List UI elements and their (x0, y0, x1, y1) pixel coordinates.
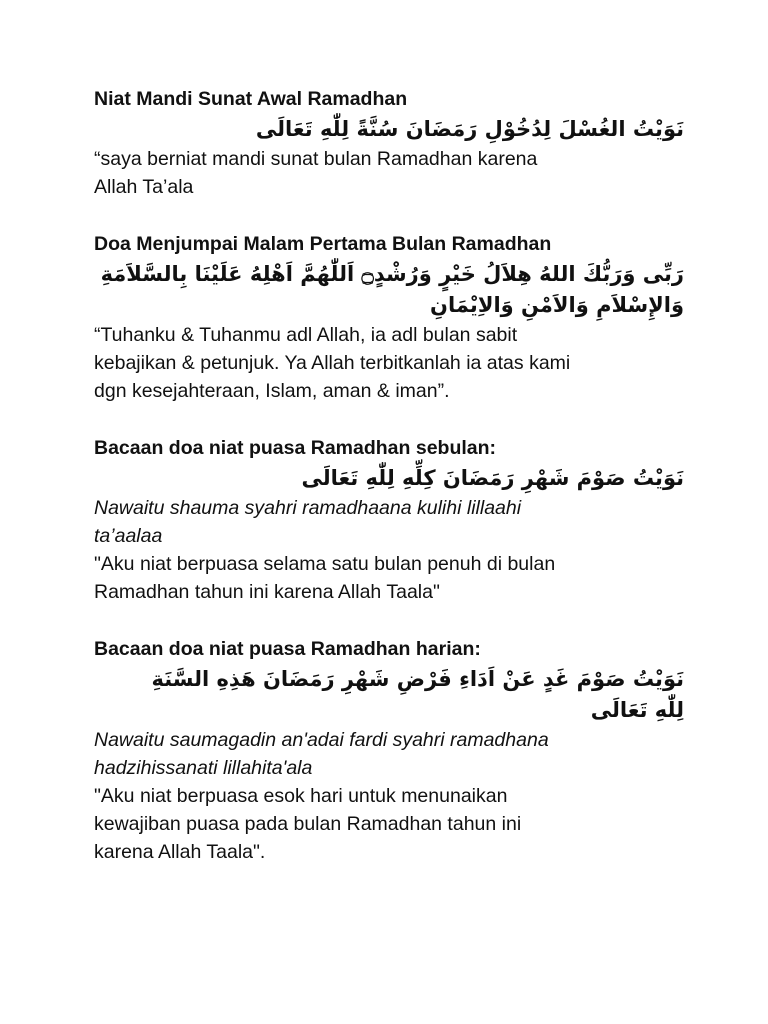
arabic-text-line: رَبِّى وَرَبُّكَ اللهُ هِلاَلُ خَيْرٍ وَرُشْدٍ۝ اَللّٰهُمَّ اَهْلِهُ عَلَيْنَا بِالسَّلاَمَةِ (100, 262, 684, 286)
translation-line: Ramadhan tahun ini karena Allah Taala" (94, 581, 440, 603)
transliteration-line: Nawaitu saumagadin an'adai fardi syahri ramadhana (94, 729, 549, 751)
document-page (94, 84, 684, 866)
section-niat-puasa-sebulan (94, 433, 684, 606)
arabic-text-line: لِلّٰهِ تَعَالَى (590, 698, 684, 722)
translation-line: "Aku niat berpuasa selama satu bulan penuh di bulan (94, 553, 556, 575)
section-niat-puasa-harian (94, 634, 684, 866)
translation-line: kebajikan & petunjuk. Ya Allah terbitkanlah ia atas kami (94, 352, 571, 374)
transliteration-line: ta’aalaa (94, 525, 163, 547)
arabic-text-line: نَوَيْتُ صَوْمَ غَدٍ عَنْ اَدَاءِ فَرْضِ شَهْرِ رَمَضَانَ هَذِهِ السَّنَةِ (151, 667, 684, 691)
translation-line: karena Allah Taala". (94, 841, 266, 863)
section-doa-menjumpai-malam (94, 229, 684, 405)
section-heading: Doa Menjumpai Malam Pertama Bulan Ramadhan (94, 233, 552, 255)
section-niat-mandi-sunat (94, 84, 684, 201)
section-heading: Bacaan doa niat puasa Ramadhan harian: (94, 638, 481, 660)
translation-line: “Tuhanku & Tuhanmu adl Allah, ia adl bulan sabit (94, 324, 518, 346)
spacer (94, 606, 684, 634)
spacer (94, 201, 684, 229)
translation-line: “saya berniat mandi sunat bulan Ramadhan karena (94, 148, 538, 170)
transliteration-line: hadzihissanati lillahita'ala (94, 757, 313, 779)
translation-line: kewajiban puasa pada bulan Ramadhan tahun ini (94, 813, 522, 835)
section-heading: Niat Mandi Sunat Awal Ramadhan (94, 88, 408, 110)
transliteration-line: Nawaitu shauma syahri ramadhaana kulihi lillaahi (94, 497, 522, 519)
translation-line: "Aku niat berpuasa esok hari untuk menunaikan (94, 785, 508, 807)
section-heading: Bacaan doa niat puasa Ramadhan sebulan: (94, 437, 497, 459)
translation-line: dgn kesejahteraan, Islam, aman & iman”. (94, 380, 450, 402)
arabic-text-line: نَوَيْتُ الغُسْلَ لِدُخُوْلِ رَمَضَانَ سُنَّةً لِلّٰهِ تَعَالَى (255, 117, 684, 141)
arabic-text-line: نَوَيْتُ صَوْمَ شَهْرِ رَمَضَانَ كِلِّهِ لِلّٰهِ تَعَالَى (301, 466, 684, 490)
arabic-text-line: وَالإِسْلاَمِ وَالاَمْنِ وَالاِيْمَانِ (430, 293, 684, 317)
spacer (94, 405, 684, 433)
translation-line: Allah Ta’ala (94, 176, 194, 198)
